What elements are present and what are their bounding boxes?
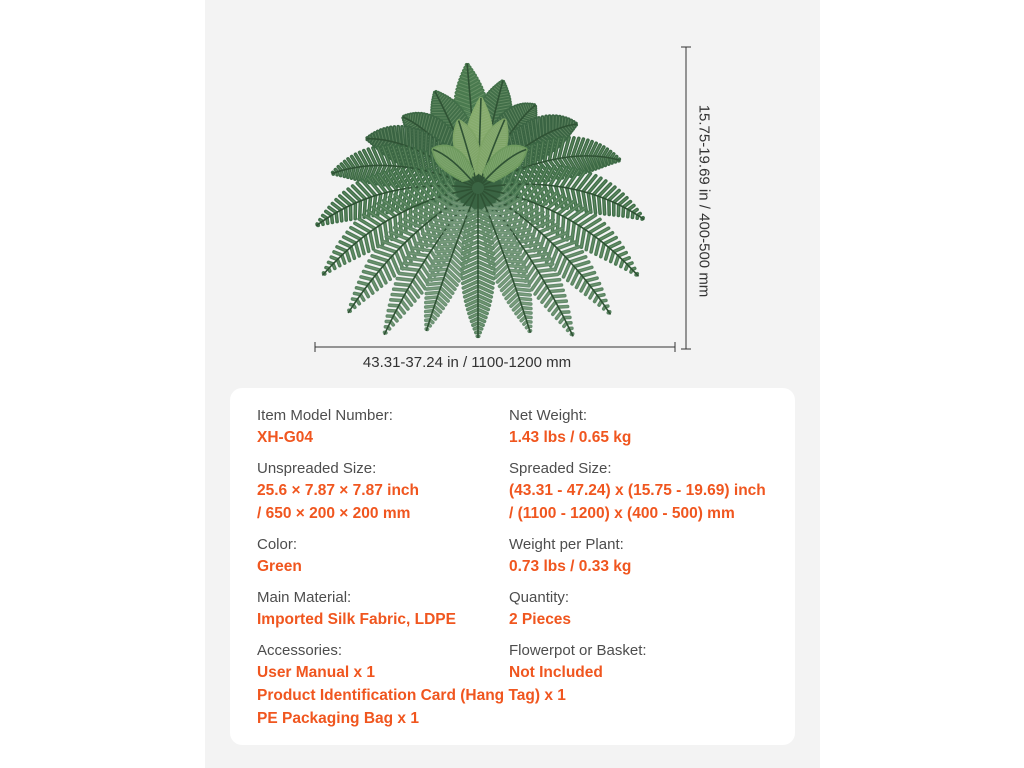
spreaded-size-label: Spreaded Size: <box>509 460 612 477</box>
product-image <box>205 0 820 385</box>
spec-main-material <box>257 587 509 631</box>
unspreaded-size-label: Unspreaded Size: <box>257 460 377 477</box>
item-model-number-label: Item Model Number: <box>257 407 393 424</box>
height-dimension-label: 15.75-19.69 in / 400-500 mm <box>695 104 713 298</box>
unspreaded-size-value-inch: 25.6 × 7.87 × 7.87 inch <box>257 482 420 499</box>
spec-item-model-number <box>257 405 509 449</box>
specifications-card <box>230 388 795 745</box>
specifications-grid <box>257 405 767 730</box>
net-weight-value: 1.43 lbs / 0.65 kg <box>509 429 632 446</box>
fern-plant-image <box>316 63 644 338</box>
spreaded-size-value-mm: / (1100 - 1200) x (400 - 500) mm <box>509 505 735 522</box>
net-weight-label: Net Weight: <box>509 407 588 424</box>
spec-unspreaded-size <box>257 458 509 525</box>
spec-quantity <box>509 587 767 631</box>
main-material-value: Imported Silk Fabric, LDPE <box>257 611 456 628</box>
spec-spreaded-size <box>509 458 767 525</box>
accessories-item: Product Identification Card (Hang Tag) x 1 <box>257 687 566 704</box>
flowerpot-or-basket-label: Flowerpot or Basket: <box>509 642 647 659</box>
accessories-item: PE Packaging Bag x 1 <box>257 710 419 727</box>
color-label: Color: <box>257 536 298 553</box>
weight-per-plant-label: Weight per Plant: <box>509 536 624 553</box>
width-dimension-label: 43.31-37.24 in / 1100-1200 mm <box>362 354 572 371</box>
color-value: Green <box>257 558 302 575</box>
main-material-label: Main Material: <box>257 589 352 606</box>
spec-color <box>257 534 509 578</box>
height-dimension-line <box>681 47 691 349</box>
spreaded-size-value-inch: (43.31 - 47.24) x (15.75 - 19.69) inch <box>509 482 766 499</box>
spec-net-weight <box>509 405 767 449</box>
accessories-item: User Manual x 1 <box>257 664 376 681</box>
width-dimension-line <box>315 342 675 352</box>
flowerpot-or-basket-value: Not Included <box>509 664 603 681</box>
quantity-label: Quantity: <box>509 589 570 606</box>
unspreaded-size-value-mm: / 650 × 200 × 200 mm <box>257 505 411 522</box>
spec-flowerpot-or-basket <box>509 640 767 730</box>
spec-weight-per-plant <box>509 534 767 578</box>
accessories-label: Accessories: <box>257 642 343 659</box>
item-model-number-value: XH-G04 <box>257 429 313 446</box>
quantity-value: 2 Pieces <box>509 611 572 628</box>
weight-per-plant-value: 0.73 lbs / 0.33 kg <box>509 558 632 575</box>
